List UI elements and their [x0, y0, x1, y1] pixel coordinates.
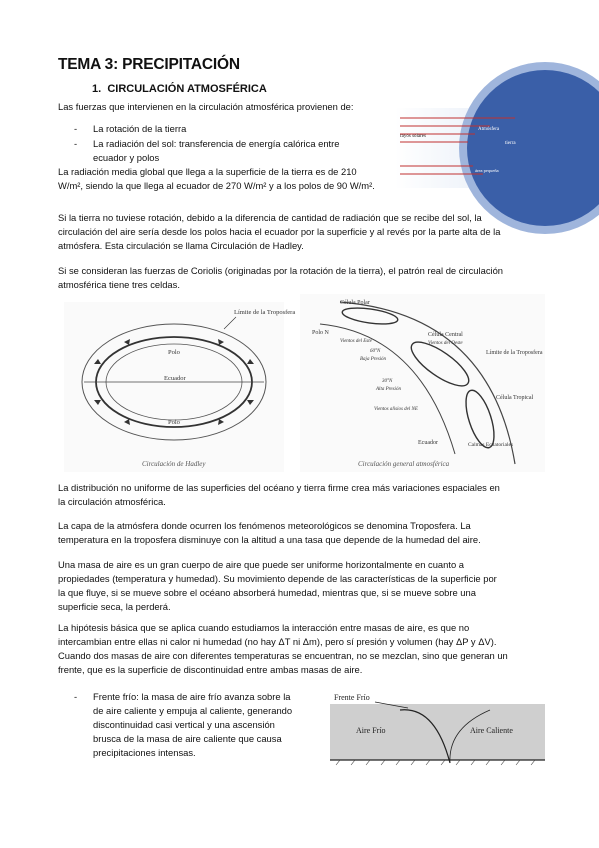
earth-radiation-figure	[395, 108, 545, 188]
coriolis-paragraph	[58, 264, 578, 292]
lat30-label: 30°N	[382, 379, 393, 384]
west-winds-label: Vientos del Oeste	[428, 341, 463, 346]
rays-label: rayos solares	[400, 134, 426, 139]
text-line: Si se consideran las fuerzas de Coriolis (originadas por la rotación de la tierra), el patrón real de circulación	[58, 265, 504, 276]
hadley-circulation-figure	[64, 302, 296, 472]
text-line: atmósfera. Esta circulación se llama Circulación de Hadley.	[58, 240, 304, 251]
text-line: Frente frío: la masa de aire frío avanza sobre la	[93, 691, 291, 702]
cold-front-label: Frente Frío	[334, 693, 370, 702]
north-pole-label: Polo N	[312, 330, 329, 336]
equator-label: Ecuador	[164, 375, 186, 382]
low-pressure-label: Baja Presión	[360, 357, 387, 362]
hadley-paragraph	[58, 211, 578, 253]
text-line: W/m², siendo la que llega al ecuador de 270 W/m² y a los polos de 90 W/m².	[58, 180, 375, 191]
text-line: Cuando dos masas de aire con diferentes temperaturas se encuentran, no se mezclan, sino que generan un	[58, 650, 508, 661]
general-circulation-figure	[300, 294, 545, 472]
section-number: 1.	[92, 83, 102, 95]
bullet-text: La radiación del sol: transferencia de energía calórica entre	[93, 138, 340, 149]
text-line: Una masa de aire es un gran cuerpo de aire que puede ser uniforme horizontalmente en cuanto a	[58, 559, 464, 570]
list-item: - La radiación del sol: transferencia de energía calórica entre ecuador y polos	[74, 138, 340, 163]
central-cell-label: Célula Central	[428, 332, 463, 338]
text-line: la circulación atmosférica.	[58, 496, 166, 507]
list-item: - Frente frío: la masa de aire frío avanza sobre la de aire caliente y empuja al caliente, generando discontinuidad casi vertical y una ascensión brusca de la masa de aire caliente que causa precipitaciones intensas.	[74, 691, 293, 758]
hypothesis-paragraph	[58, 621, 578, 677]
cold-front-figure	[330, 688, 545, 766]
text-line: La radiación media global que llega a la superficie de la tierra es de 210	[58, 166, 357, 177]
lat60-label: 60°N	[370, 349, 381, 354]
small-area-label: área pequeña	[475, 168, 499, 173]
bullet-text-cont: ecuador y polos	[93, 152, 160, 163]
text-line: temperatura en la troposfera disminuye con la altitud a una tasa que depende de la humedad del aire.	[58, 534, 481, 545]
troposphere-label: Límite de la Troposfera	[234, 309, 296, 316]
east-winds-label: Vientos del Este	[340, 339, 372, 344]
troposphere-label: Límite de la Troposfera	[486, 350, 543, 356]
text-line: Si la tierra no tuviese rotación, debido a la diferencia de cantidad de radiación que se recibe del sol, la	[58, 212, 482, 223]
radiation-paragraph	[58, 165, 375, 193]
earth-label: tierra	[505, 141, 516, 146]
polar-cell-label: Célula Polar	[340, 300, 370, 306]
text-line: intercambian entre ellas ni calor ni humedad (no hay ΔT ni Δm), pero sí presión y volumen (hay ΔP y ΔV).	[58, 636, 497, 647]
intro-text: Las fuerzas que intervienen en la circulación atmosférica provienen de:	[58, 101, 354, 112]
cold-air-label: Aire Frío	[356, 726, 386, 735]
text-line: La hipótesis básica que se aplica cuando estudiamos la interacción entre masas de aire, es que no	[58, 622, 470, 633]
figure-caption: Circulación general atmosférica	[358, 460, 450, 468]
section-heading	[92, 83, 267, 95]
text-line: La capa de la atmósfera donde ocurren los fenómenos meteorológicos se denomina Troposfera. La	[58, 520, 471, 531]
page-title: TEMA 3: PRECIPITACIÓN	[58, 56, 240, 73]
text-line: La distribución no uniforme de las superficies del océano y tierra firme crea más variaciones espaciales en	[58, 482, 500, 493]
trade-winds-label: Vientos alisios del NE	[374, 407, 418, 412]
tropical-cell-label: Célula Tropical	[496, 395, 534, 401]
air-mass-paragraph	[58, 558, 578, 614]
text-line: discontinuidad casi vertical y una ascensión	[93, 719, 275, 730]
equator-label: Ecuador	[418, 440, 438, 446]
section-title: CIRCULACIÓN ATMOSFÉRICA	[107, 83, 267, 95]
equatorial-calms-label: Calmas Ecuatoriales	[468, 442, 514, 448]
south-pole-label: Polo	[168, 419, 180, 426]
north-pole-label: Polo	[168, 349, 180, 356]
troposphere-paragraph	[58, 519, 578, 547]
text-line: brusca de la masa de aire caliente que causa	[93, 733, 282, 744]
text-line: precipitaciones intensas.	[93, 747, 196, 758]
warm-air-label: Aire Caliente	[470, 726, 513, 735]
text-line: propiedades (temperatura y humedad). Su movimiento depende de las características de la superficie por	[58, 573, 497, 584]
list-item: - La rotación de la tierra	[74, 123, 187, 134]
high-pressure-label: Alta Presión	[376, 387, 401, 392]
text-line: atmosférica tiene tres celdas.	[58, 279, 180, 290]
bullet-text: La rotación de la tierra	[93, 123, 187, 134]
text-line: de aire caliente y empuja al caliente, generando	[93, 705, 293, 716]
text-line: la que fluye, si se mueve sobre el océano absorberá humedad, mientras que, si se mueve sobre una	[58, 587, 476, 598]
atmosphere-label: Atmósfera	[478, 127, 500, 132]
text-line: circulación del aire sería desde los polos hacia el ecuador por la superficie y al revés por la parte alta de la	[58, 226, 501, 237]
text-line: superficie seca, la perderá.	[58, 601, 171, 612]
figure-caption: Circulación de Hadley	[142, 460, 206, 468]
text-line: frente, que es la superficie de discontinuidad entre ambas masas de aire.	[58, 664, 363, 675]
distribution-paragraph	[58, 481, 578, 509]
